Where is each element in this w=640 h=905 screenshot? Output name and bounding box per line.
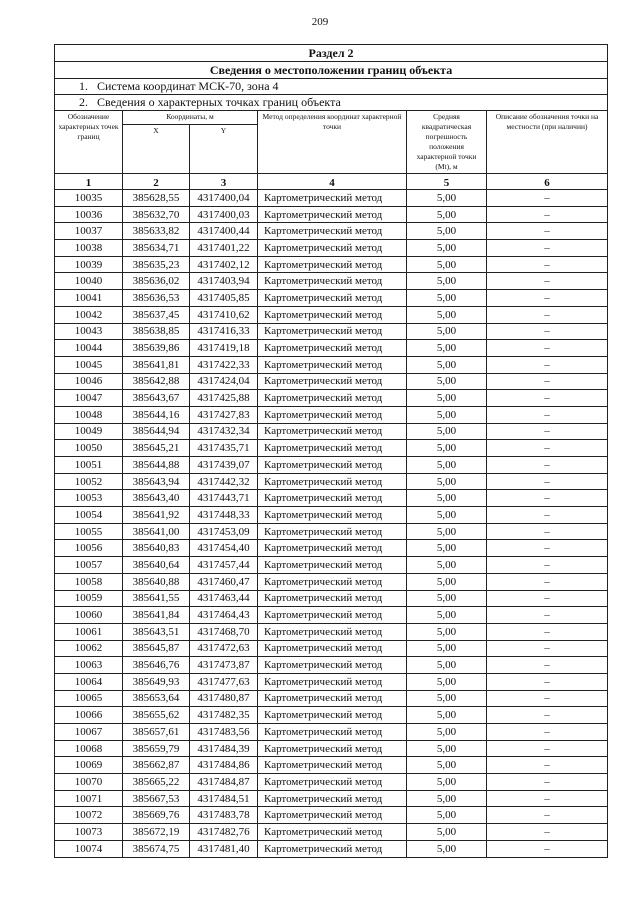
table-row (55, 223, 608, 240)
accuracy-cell: 5,00 (407, 256, 487, 273)
x-coordinate-cell: 385641,84 (123, 607, 190, 624)
description-cell: – (487, 623, 608, 640)
point-id-cell: 10050 (55, 440, 123, 457)
description-cell: – (487, 390, 608, 407)
column-header-coordinates: Координаты, м (123, 111, 258, 125)
x-coordinate-cell: 385640,64 (123, 557, 190, 574)
description-cell: – (487, 523, 608, 540)
x-coordinate-cell: 385645,21 (123, 440, 190, 457)
point-id-cell: 10062 (55, 640, 123, 657)
table-row (55, 490, 608, 507)
x-coordinate-cell: 385643,94 (123, 473, 190, 490)
y-coordinate-cell: 4317435,71 (190, 440, 258, 457)
point-id-cell: 10072 (55, 807, 123, 824)
method-cell: Картометрический метод (258, 673, 407, 690)
method-cell: Картометрический метод (258, 657, 407, 674)
method-cell: Картометрический метод (258, 623, 407, 640)
y-coordinate-cell: 4317460,47 (190, 573, 258, 590)
method-cell: Картометрический метод (258, 306, 407, 323)
accuracy-cell: 5,00 (407, 306, 487, 323)
y-coordinate-cell: 4317484,39 (190, 740, 258, 757)
column-header-point: Обозначение характерных точек границ (55, 111, 123, 174)
x-coordinate-cell: 385635,23 (123, 256, 190, 273)
table-row (55, 340, 608, 357)
accuracy-cell: 5,00 (407, 440, 487, 457)
description-cell: – (487, 740, 608, 757)
point-id-cell: 10071 (55, 790, 123, 807)
y-coordinate-cell: 4317432,34 (190, 423, 258, 440)
section-title: Раздел 2 (55, 45, 608, 62)
accuracy-cell: 5,00 (407, 273, 487, 290)
description-cell: – (487, 557, 608, 574)
method-cell: Картометрический метод (258, 273, 407, 290)
description-cell: – (487, 607, 608, 624)
y-coordinate-cell: 4317403,94 (190, 273, 258, 290)
accuracy-cell: 5,00 (407, 340, 487, 357)
point-id-cell: 10052 (55, 473, 123, 490)
accuracy-cell: 5,00 (407, 690, 487, 707)
accuracy-cell: 5,00 (407, 657, 487, 674)
point-id-cell: 10066 (55, 707, 123, 724)
y-coordinate-cell: 4317482,35 (190, 707, 258, 724)
point-id-cell: 10037 (55, 223, 123, 240)
description-cell: – (487, 323, 608, 340)
point-id-cell: 10042 (55, 306, 123, 323)
table-row (55, 724, 608, 741)
table-row (55, 206, 608, 223)
table-row (55, 240, 608, 257)
accuracy-cell: 5,00 (407, 523, 487, 540)
description-cell: – (487, 590, 608, 607)
x-coordinate-cell: 385646,76 (123, 657, 190, 674)
x-coordinate-cell: 385662,87 (123, 757, 190, 774)
accuracy-cell: 5,00 (407, 356, 487, 373)
point-id-cell: 10053 (55, 490, 123, 507)
page-number: 209 (311, 16, 329, 28)
accuracy-cell: 5,00 (407, 740, 487, 757)
y-coordinate-cell: 4317405,85 (190, 290, 258, 307)
description-cell: – (487, 206, 608, 223)
accuracy-cell: 5,00 (407, 757, 487, 774)
method-cell: Картометрический метод (258, 190, 407, 207)
y-coordinate-cell: 4317483,78 (190, 807, 258, 824)
table-row (55, 673, 608, 690)
accuracy-cell: 5,00 (407, 290, 487, 307)
method-cell: Картометрический метод (258, 290, 407, 307)
method-cell: Картометрический метод (258, 824, 407, 841)
x-coordinate-cell: 385644,16 (123, 406, 190, 423)
y-coordinate-cell: 4317454,40 (190, 540, 258, 557)
point-id-cell: 10065 (55, 690, 123, 707)
x-coordinate-cell: 385655,62 (123, 707, 190, 724)
method-cell: Картометрический метод (258, 573, 407, 590)
description-cell: – (487, 707, 608, 724)
description-cell: – (487, 790, 608, 807)
x-coordinate-cell: 385643,67 (123, 390, 190, 407)
x-coordinate-cell: 385643,51 (123, 623, 190, 640)
y-coordinate-cell: 4317480,87 (190, 690, 258, 707)
method-cell: Картометрический метод (258, 423, 407, 440)
table-row (55, 840, 608, 857)
description-cell: – (487, 507, 608, 524)
y-coordinate-cell: 4317468,70 (190, 623, 258, 640)
column-header-description: Описание обозначения точки на местности (при наличии) (487, 111, 608, 174)
y-coordinate-cell: 4317402,12 (190, 256, 258, 273)
x-coordinate-cell: 385674,75 (123, 840, 190, 857)
description-cell: – (487, 440, 608, 457)
y-coordinate-cell: 4317484,86 (190, 757, 258, 774)
table-row (55, 406, 608, 423)
accuracy-cell: 5,00 (407, 507, 487, 524)
column-number: 1 (55, 174, 123, 190)
table-row (55, 640, 608, 657)
y-coordinate-cell: 4317481,40 (190, 840, 258, 857)
accuracy-cell: 5,00 (407, 490, 487, 507)
accuracy-cell: 5,00 (407, 190, 487, 207)
table-row (55, 807, 608, 824)
table-row (55, 707, 608, 724)
description-cell: – (487, 690, 608, 707)
table-row (55, 473, 608, 490)
method-cell: Картометрический метод (258, 540, 407, 557)
accuracy-cell: 5,00 (407, 323, 487, 340)
y-coordinate-cell: 4317473,87 (190, 657, 258, 674)
accuracy-cell: 5,00 (407, 223, 487, 240)
description-cell: – (487, 774, 608, 791)
table-row (55, 290, 608, 307)
point-id-cell: 10038 (55, 240, 123, 257)
accuracy-cell: 5,00 (407, 240, 487, 257)
x-coordinate-cell: 385645,87 (123, 640, 190, 657)
method-cell: Картометрический метод (258, 807, 407, 824)
column-header-accuracy: Средняя квадратическая погрешность положения характерной точки (Mt), м (407, 111, 487, 174)
table-row (55, 440, 608, 457)
x-coordinate-cell: 385644,88 (123, 457, 190, 474)
description-cell: – (487, 457, 608, 474)
x-coordinate-cell: 385642,88 (123, 373, 190, 390)
point-id-cell: 10059 (55, 590, 123, 607)
x-coordinate-cell: 385649,93 (123, 673, 190, 690)
accuracy-cell: 5,00 (407, 457, 487, 474)
point-id-cell: 10035 (55, 190, 123, 207)
point-id-cell: 10044 (55, 340, 123, 357)
method-cell: Картометрический метод (258, 757, 407, 774)
description-cell: – (487, 490, 608, 507)
table-row (55, 323, 608, 340)
column-header-method: Метод определения координат характерной точки (258, 111, 407, 174)
description-cell: – (487, 290, 608, 307)
column-number: 5 (407, 174, 487, 190)
point-id-cell: 10036 (55, 206, 123, 223)
table-row (55, 423, 608, 440)
x-coordinate-cell: 385665,22 (123, 774, 190, 791)
point-id-cell: 10057 (55, 557, 123, 574)
method-cell: Картометрический метод (258, 590, 407, 607)
y-coordinate-cell: 4317410,62 (190, 306, 258, 323)
y-coordinate-cell: 4317416,33 (190, 323, 258, 340)
column-number: 2 (123, 174, 190, 190)
table-row (55, 390, 608, 407)
method-cell: Картометрический метод (258, 690, 407, 707)
method-cell: Картометрический метод (258, 373, 407, 390)
description-cell: – (487, 340, 608, 357)
method-cell: Картометрический метод (258, 724, 407, 741)
y-coordinate-cell: 4317483,56 (190, 724, 258, 741)
description-cell: – (487, 256, 608, 273)
description-cell: – (487, 840, 608, 857)
method-cell: Картометрический метод (258, 206, 407, 223)
table-row (55, 523, 608, 540)
x-coordinate-cell: 385640,88 (123, 573, 190, 590)
point-id-cell: 10058 (55, 573, 123, 590)
column-number: 6 (487, 174, 608, 190)
accuracy-cell: 5,00 (407, 824, 487, 841)
x-coordinate-cell: 385640,83 (123, 540, 190, 557)
method-cell: Картометрический метод (258, 774, 407, 791)
accuracy-cell: 5,00 (407, 673, 487, 690)
point-id-cell: 10051 (55, 457, 123, 474)
x-coordinate-cell: 385636,53 (123, 290, 190, 307)
accuracy-cell: 5,00 (407, 423, 487, 440)
accuracy-cell: 5,00 (407, 807, 487, 824)
table-row (55, 740, 608, 757)
description-cell: – (487, 473, 608, 490)
x-coordinate-cell: 385641,92 (123, 507, 190, 524)
method-cell: Картометрический метод (258, 356, 407, 373)
method-cell: Картометрический метод (258, 507, 407, 524)
table-row (55, 356, 608, 373)
point-id-cell: 10040 (55, 273, 123, 290)
point-id-cell: 10067 (55, 724, 123, 741)
table-row (55, 690, 608, 707)
accuracy-cell: 5,00 (407, 373, 487, 390)
method-cell: Картометрический метод (258, 607, 407, 624)
y-coordinate-cell: 4317400,04 (190, 190, 258, 207)
method-cell: Картометрический метод (258, 256, 407, 273)
y-coordinate-cell: 4317425,88 (190, 390, 258, 407)
accuracy-cell: 5,00 (407, 206, 487, 223)
point-id-cell: 10047 (55, 390, 123, 407)
column-number: 4 (258, 174, 407, 190)
description-cell: – (487, 640, 608, 657)
method-cell: Картометрический метод (258, 557, 407, 574)
section-subtitle: Сведения о местоположении границ объекта (55, 62, 608, 79)
point-id-cell: 10070 (55, 774, 123, 791)
table-row (55, 507, 608, 524)
table-row (55, 590, 608, 607)
point-id-cell: 10073 (55, 824, 123, 841)
table-row (55, 457, 608, 474)
y-coordinate-cell: 4317401,22 (190, 240, 258, 257)
method-cell: Картометрический метод (258, 223, 407, 240)
point-id-cell: 10060 (55, 607, 123, 624)
method-cell: Картометрический метод (258, 340, 407, 357)
x-coordinate-cell: 385653,64 (123, 690, 190, 707)
accuracy-cell: 5,00 (407, 774, 487, 791)
x-coordinate-cell: 385639,86 (123, 340, 190, 357)
y-coordinate-cell: 4317482,76 (190, 824, 258, 841)
x-coordinate-cell: 385657,61 (123, 724, 190, 741)
y-coordinate-cell: 4317400,44 (190, 223, 258, 240)
x-coordinate-cell: 385659,79 (123, 740, 190, 757)
x-coordinate-cell: 385641,55 (123, 590, 190, 607)
description-cell: – (487, 807, 608, 824)
description-cell: – (487, 824, 608, 841)
method-cell: Картометрический метод (258, 740, 407, 757)
y-coordinate-cell: 4317472,63 (190, 640, 258, 657)
point-id-cell: 10068 (55, 740, 123, 757)
method-cell: Картометрический метод (258, 707, 407, 724)
y-coordinate-cell: 4317422,33 (190, 356, 258, 373)
accuracy-cell: 5,00 (407, 390, 487, 407)
accuracy-cell: 5,00 (407, 640, 487, 657)
x-coordinate-cell: 385644,94 (123, 423, 190, 440)
table-row (55, 373, 608, 390)
description-cell: – (487, 190, 608, 207)
accuracy-cell: 5,00 (407, 590, 487, 607)
table-row (55, 607, 608, 624)
method-cell: Картометрический метод (258, 457, 407, 474)
point-id-cell: 10046 (55, 373, 123, 390)
y-coordinate-cell: 4317419,18 (190, 340, 258, 357)
description-cell: – (487, 757, 608, 774)
y-coordinate-cell: 4317442,32 (190, 473, 258, 490)
description-cell: – (487, 273, 608, 290)
method-cell: Картометрический метод (258, 240, 407, 257)
method-cell: Картометрический метод (258, 473, 407, 490)
y-coordinate-cell: 4317464,43 (190, 607, 258, 624)
method-cell: Картометрический метод (258, 790, 407, 807)
x-coordinate-cell: 385632,70 (123, 206, 190, 223)
table-row (55, 757, 608, 774)
table-row (55, 623, 608, 640)
column-header-x: X (123, 125, 190, 174)
method-cell: Картометрический метод (258, 840, 407, 857)
y-coordinate-cell: 4317453,09 (190, 523, 258, 540)
description-cell: – (487, 223, 608, 240)
point-id-cell: 10045 (55, 356, 123, 373)
x-coordinate-cell: 385637,45 (123, 306, 190, 323)
accuracy-cell: 5,00 (407, 607, 487, 624)
point-id-cell: 10039 (55, 256, 123, 273)
table-row (55, 573, 608, 590)
table-row (55, 774, 608, 791)
accuracy-cell: 5,00 (407, 557, 487, 574)
method-cell: Картометрический метод (258, 490, 407, 507)
description-cell: – (487, 540, 608, 557)
method-cell: Картометрический метод (258, 640, 407, 657)
point-id-cell: 10049 (55, 423, 123, 440)
accuracy-cell: 5,00 (407, 623, 487, 640)
x-coordinate-cell: 385667,53 (123, 790, 190, 807)
method-cell: Картометрический метод (258, 523, 407, 540)
point-id-cell: 10061 (55, 623, 123, 640)
point-id-cell: 10048 (55, 406, 123, 423)
point-id-cell: 10041 (55, 290, 123, 307)
boundary-points-table (54, 44, 608, 858)
accuracy-cell: 5,00 (407, 540, 487, 557)
list-item-characteristic-points: 2. Сведения о характерных точках границ объекта (55, 95, 608, 111)
point-id-cell: 10069 (55, 757, 123, 774)
description-cell: – (487, 573, 608, 590)
y-coordinate-cell: 4317484,51 (190, 790, 258, 807)
table-row (55, 657, 608, 674)
table-row (55, 273, 608, 290)
x-coordinate-cell: 385628,55 (123, 190, 190, 207)
description-cell: – (487, 724, 608, 741)
x-coordinate-cell: 385638,85 (123, 323, 190, 340)
method-cell: Картометрический метод (258, 440, 407, 457)
table-row (55, 306, 608, 323)
point-id-cell: 10063 (55, 657, 123, 674)
table-row (55, 190, 608, 207)
point-id-cell: 10064 (55, 673, 123, 690)
table-row (55, 540, 608, 557)
method-cell: Картометрический метод (258, 406, 407, 423)
table-row (55, 557, 608, 574)
point-id-cell: 10043 (55, 323, 123, 340)
y-coordinate-cell: 4317457,44 (190, 557, 258, 574)
method-cell: Картометрический метод (258, 390, 407, 407)
x-coordinate-cell: 385641,81 (123, 356, 190, 373)
y-coordinate-cell: 4317400,03 (190, 206, 258, 223)
description-cell: – (487, 406, 608, 423)
column-number: 3 (190, 174, 258, 190)
y-coordinate-cell: 4317439,07 (190, 457, 258, 474)
accuracy-cell: 5,00 (407, 707, 487, 724)
accuracy-cell: 5,00 (407, 473, 487, 490)
y-coordinate-cell: 4317484,87 (190, 774, 258, 791)
accuracy-cell: 5,00 (407, 406, 487, 423)
point-id-cell: 10074 (55, 840, 123, 857)
y-coordinate-cell: 4317463,44 (190, 590, 258, 607)
y-coordinate-cell: 4317443,71 (190, 490, 258, 507)
description-cell: – (487, 240, 608, 257)
accuracy-cell: 5,00 (407, 573, 487, 590)
description-cell: – (487, 306, 608, 323)
x-coordinate-cell: 385634,71 (123, 240, 190, 257)
y-coordinate-cell: 4317424,04 (190, 373, 258, 390)
point-id-cell: 10055 (55, 523, 123, 540)
y-coordinate-cell: 4317427,83 (190, 406, 258, 423)
x-coordinate-cell: 385672,19 (123, 824, 190, 841)
point-id-cell: 10056 (55, 540, 123, 557)
table-row (55, 790, 608, 807)
accuracy-cell: 5,00 (407, 790, 487, 807)
accuracy-cell: 5,00 (407, 840, 487, 857)
accuracy-cell: 5,00 (407, 724, 487, 741)
x-coordinate-cell: 385641,00 (123, 523, 190, 540)
description-cell: – (487, 657, 608, 674)
y-coordinate-cell: 4317448,33 (190, 507, 258, 524)
point-id-cell: 10054 (55, 507, 123, 524)
description-cell: – (487, 373, 608, 390)
x-coordinate-cell: 385633,82 (123, 223, 190, 240)
description-cell: – (487, 356, 608, 373)
x-coordinate-cell: 385643,40 (123, 490, 190, 507)
x-coordinate-cell: 385636,02 (123, 273, 190, 290)
column-header-y: Y (190, 125, 258, 174)
table-row (55, 824, 608, 841)
method-cell: Картометрический метод (258, 323, 407, 340)
description-cell: – (487, 423, 608, 440)
list-item-coordinate-system: 1. Система координат МСК-70, зона 4 (55, 79, 608, 95)
table-row (55, 256, 608, 273)
y-coordinate-cell: 4317477,63 (190, 673, 258, 690)
description-cell: – (487, 673, 608, 690)
x-coordinate-cell: 385669,76 (123, 807, 190, 824)
